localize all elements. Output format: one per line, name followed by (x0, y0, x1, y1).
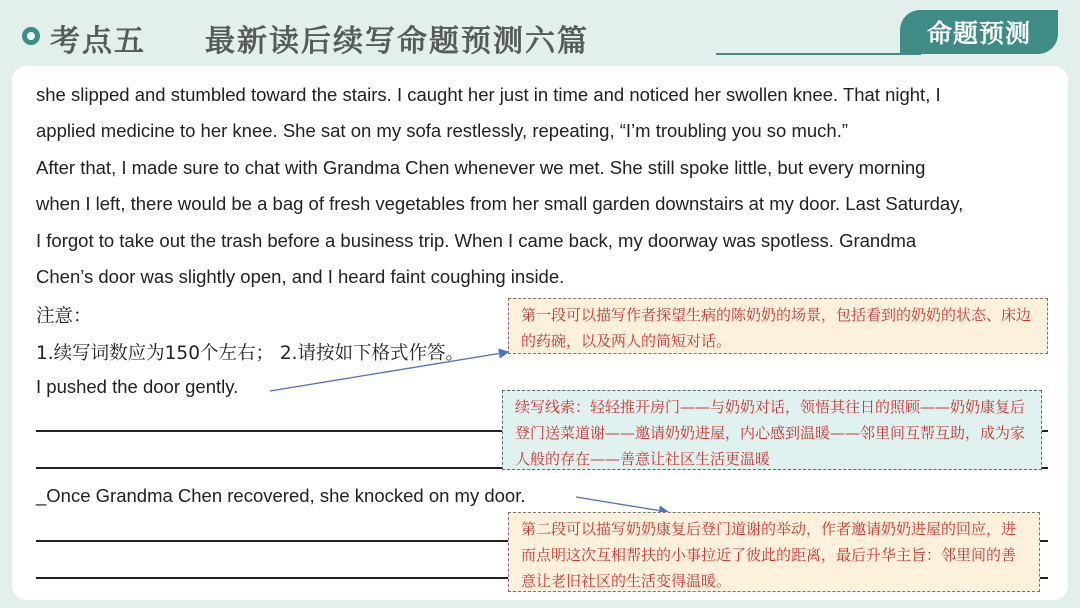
topic-tag-badge: 命题预测 (900, 10, 1058, 54)
paragraph-2-start: _Once Grandma Chen recovered, she knocked on my door. (36, 485, 526, 506)
passage-line: she slipped and stumbled toward the stairs. I caught her just in time and noticed her swollen knee. That night, I (36, 84, 941, 105)
section-label: 考点五 (50, 24, 146, 59)
annotation-note-paragraph2: 第二段可以描写奶奶康复后登门道谢的举动，作者邀请奶奶进屋的回应，进而点明这次互相帮扶的小事拉近了彼此的距离，最后升华主旨：邻里间的善意让老旧社区的生活变得温暖。 (508, 512, 1040, 592)
arrow-to-note3-icon (576, 497, 668, 512)
annotation-note-clues: 续写线索：轻轻推开房门——与奶奶对话，领悟其往日的照顾——奶奶康复后登门送菜道谢——邀请奶奶进屋，内心感到温暖——邻里间互帮互助，成为家人般的存在——善意让社区生活更温暖 (502, 390, 1042, 470)
passage-line: Chen’s door was slightly open, and I heard faint coughing inside. (36, 266, 565, 287)
notes-label: 注意： (36, 306, 92, 327)
arrow-to-note1-icon (270, 352, 508, 391)
passage-line: After that, I made sure to chat with Grandma Chen whenever we met. She still spoke little, but every morning (36, 157, 926, 178)
passage-line: when I left, there would be a bag of fresh vegetables from her small garden downstairs at my door. Last Saturday, (36, 193, 964, 214)
page-title: 最新读后续写命题预测六篇 (205, 24, 589, 59)
paragraph-1-start: I pushed the door gently. (36, 376, 239, 397)
instructions: 1.续写词数应为150个左右； 2.请按如下格式作答。 (36, 343, 464, 364)
passage-line: applied medicine to her knee. She sat on my sofa restlessly, repeating, “I’m troubling you so much.” (36, 120, 849, 141)
passage-line: I forgot to take out the trash before a business trip. When I came back, my doorway was spotless. Grandma (36, 230, 917, 251)
annotation-note-paragraph1: 第一段可以描写作者探望生病的陈奶奶的场景，包括看到的奶奶的状态、床边的药碗，以及两人的简短对话。 (508, 298, 1048, 354)
